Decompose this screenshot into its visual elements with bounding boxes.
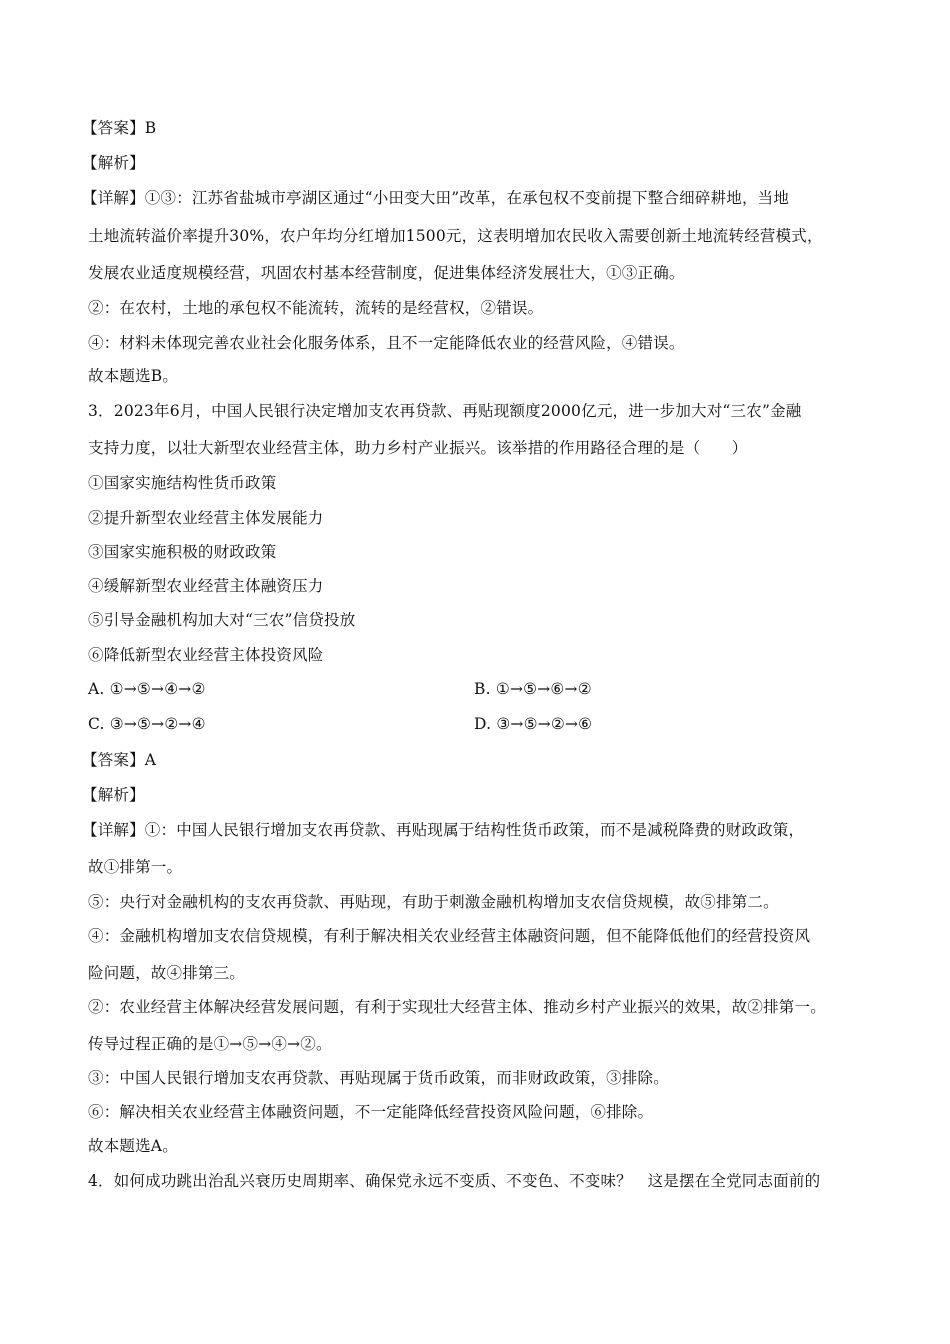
q3-option-b: B. ①→⑤→⑥→② (474, 680, 592, 698)
q3-item-1: ①国家实施结构性货币政策 (88, 474, 277, 492)
q3-option-c: C. ③→⑤→②→④ (88, 715, 206, 733)
q3-item-4: ④缓解新型农业经营主体融资压力 (88, 577, 324, 595)
q3-stem-line-2: 支持力度，以壮大新型农业经营主体，助力乡村产业振兴。该举措的作用路径合理的是（ ） (88, 439, 748, 457)
q3-sequence: 传导过程正确的是①→⑤→④→②。 (88, 1035, 332, 1053)
q3-item-3: ③国家实施积极的财政政策 (88, 543, 277, 561)
q3-conclusion: 故本题选A。 (88, 1137, 178, 1155)
q2-detail-line-3: 发展农业适度规模经营，巩固农村基本经营制度，促进集体经济发展壮大，①③正确。 (88, 264, 685, 282)
q3-detail-line-1: 【详解】①：中国人民银行增加支农再贷款、再贴现属于结构性货币政策，而不是减税降费的财政政策， (82, 821, 805, 839)
q3-option-a: A. ①→⑤→④→② (88, 680, 206, 698)
q3-point-5: ⑤：央行对金融机构的支农再贷款、再贴现，有助于刺激金融机构增加支农信贷规模，故⑤排第二。 (88, 893, 779, 911)
q3-point-2: ②：农业经营主体解决经营发展问题，有利于实现壮大经营主体、推动乡村产业振兴的效果，故②排第一。 (88, 998, 826, 1016)
q3-detail-line-2: 故①排第一。 (88, 858, 183, 876)
q2-detail-line-2: 土地流转溢价率提升30%，农户年均分红增加1500元，这表明增加农民收入需要创新土地流转经营模式， (88, 227, 823, 245)
q3-point-4-line-1: ④：金融机构增加支农信贷规模，有利于解决相关农业经营主体融资问题，但不能降低他们的经营投资风 (88, 927, 811, 945)
q3-item-2: ②提升新型农业经营主体发展能力 (88, 509, 324, 527)
q3-point-4-line-2: 险问题，故④排第三。 (88, 964, 246, 982)
q2-point-2: ②：在农村，土地的承包权不能流转，流转的是经营权，②错误。 (88, 299, 544, 317)
q3-answer: 【答案】A (82, 751, 157, 769)
q4-stem-line-1: 4．如何成功跳出治乱兴衰历史周期率、确保党永远不变质、不变色、不变味？ 这是摆在全党同志面前的 (88, 1172, 821, 1190)
q2-answer: 【答案】B (82, 119, 157, 137)
q3-item-6: ⑥降低新型农业经营主体投资风险 (88, 646, 324, 664)
q2-analysis-label: 【解析】 (82, 154, 145, 172)
q2-detail-line-1: 【详解】①③：江苏省盐城市亭湖区通过“小田变大田”改革，在承包权不变前提下整合细碎耕地，当地 (82, 189, 790, 207)
q3-analysis-label: 【解析】 (82, 786, 145, 804)
q3-option-d: D. ③→⑤→②→⑥ (474, 715, 593, 733)
q2-point-4: ④：材料未体现完善农业社会化服务体系，且不一定能降低农业的经营风险，④错误。 (88, 334, 685, 352)
q3-item-5: ⑤引导金融机构加大对“三农”信贷投放 (88, 611, 356, 629)
q3-point-3: ③：中国人民银行增加支农再贷款、再贴现属于货币政策，而非财政政策，③排除。 (88, 1069, 669, 1087)
q3-stem-line-1: 3．2023年6月，中国人民银行决定增加支农再贷款、再贴现额度2000亿元，进一步加大对“三农”金融 (88, 402, 802, 420)
q2-conclusion: 故本题选B。 (88, 367, 179, 385)
q3-point-6: ⑥：解决相关农业经营主体融资问题，不一定能降低经营投资风险问题，⑥排除。 (88, 1103, 654, 1121)
